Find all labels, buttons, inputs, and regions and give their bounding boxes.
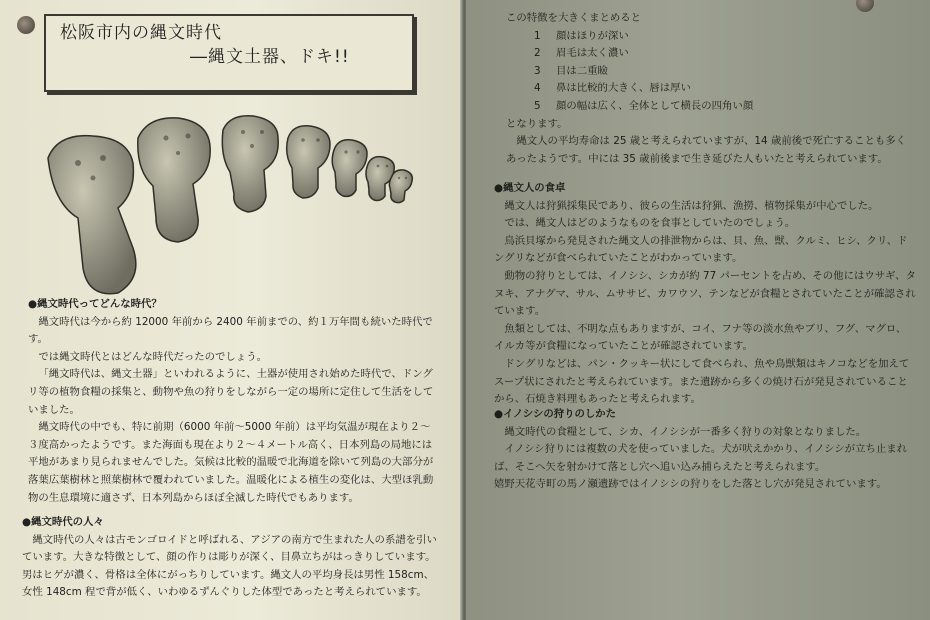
dogu-clay-figure-icon [38,108,428,298]
paragraph: 縄文時代は今から約 12000 年前から 2400 年前までの、約１万年間も続いた時代です。 [28,315,433,346]
page-subtitle: ―縄文土器、ドキ!! [190,47,350,67]
features-block [506,10,916,168]
section-heading: ●縄文時代ってどんな時代？ [28,298,162,310]
list-item: 5 顔の幅は広く、全体として横長の四角い顔 [534,99,754,112]
paragraph: 嬉野天花寺町の馬ノ瀬遺跡ではイノシシの狩りをした落とし穴が発見されています。 [494,478,887,491]
paragraph: では、縄文人はどのようなものを食事としていたのでしょう。 [504,217,796,230]
paragraph: イノシシ狩りには複数の犬を使っていました。犬が吠えかかり、イノシシが立ち止まれば、そこへ矢を射かけて落とし穴へ追い込み捕らえたと考えられます。 [494,443,908,473]
paragraph: 「縄文時代は、縄文土器」といわれるように、土器が使用され始めた時代で、ドングリ等の植物食糧の採集と、動物や魚の狩りをしながら一定の場所に定住して生活をしていました。 [28,368,434,416]
section-boar-hunt [494,406,916,494]
section-diet [494,180,916,409]
pushpin-icon [17,16,35,34]
section-heading: ●イノシシの狩りのしかた [494,408,617,420]
paragraph: 縄文時代の中でも、特に前期（6000 年前～5000 年前）は平均気温が現在より２～３度高かったようです。また海面も現在より２～４メートル高く、日本列島の局地には平地があまり見られませんでした。気候は比較的温暖で北海道を除いて列島の大部分が落葉広葉樹林と照葉樹林で覆われていました。温暖化による植生の変化は、大型ほ乳動物の生息環境に適さず、日本列島からほぼ全滅した時代でもあります。 [28,421,434,504]
list-item: 1 顔はほりが深い [534,29,629,42]
paragraph: 縄文人の平均寿命は 25 歳と考えられていますが、14 歳前後で死亡することも多くあったようです。中には 35 歳前後まで生き延びた人もいたと考えられています。 [506,135,907,165]
paragraph: 鳥浜貝塚から発見された縄文人の排泄物からは、貝、魚、獣、クルミ、ヒシ、クリ、ドングリなどが食べられていたことがわかっています。 [494,234,908,265]
left-page [0,0,462,620]
features-tail: となります。 [506,117,568,130]
paragraph: ドングリなどは、パン・クッキー状にして食べられ、魚や鳥獣類はキノコなどを加えてスープ状にされたと考えられています。また遺跡から多くの焼け石が発見されていることから、石焼き料理もあったと考えられます。 [494,357,910,406]
features-intro: この特徴を大きくまとめると [506,12,642,24]
list-item: 4 鼻は比較的大きく、唇は厚い [534,82,691,95]
section-heading: ●縄文時代の人々 [22,516,104,528]
page-title: 松阪市内の縄文時代 [60,23,222,43]
section-era [28,296,438,507]
section-people [22,514,438,602]
paragraph: 縄文人は狩猟採集民であり、彼らの生活は狩猟、漁撈、植物採集が中心でした。 [504,199,879,212]
paragraph: では縄文時代とはどんな時代だったのでしょう。 [38,350,267,363]
list-item: 3 目は二重瞼 [534,64,608,77]
paragraph: 縄文時代の人々は古モンゴロイドと呼ばれる、アジアの南方で生まれた人の系譜を引いています。大きな特徴として、顔の作りは彫りが深く、目鼻立ちがはっきりしています。男はヒゲが濃く、骨格は全体にがっちりしています。縄文人の平均身長は男性 158cm、女性 148cm 程で背が低く、いわゆるずんぐりした体型であったと考えられています。 [22,533,437,599]
list-item: 2 眉毛は太く濃い [534,47,629,60]
section-heading: ●縄文人の食卓 [494,182,566,194]
paragraph: 縄文時代の食糧として、シカ、イノシシが一番多く狩りの対象となりました。 [504,425,867,438]
paragraph: 動物の狩りとしては、イノシシ、シカが約 77 パーセントを占め、その他にはウサギ、タヌキ、アナグマ、サル、ムササビ、カワウソ、テンなどが食糧とされていたことが確認されています。 [494,269,916,318]
paragraph: 魚類としては、不明な点もありますが、コイ、フナ等の淡水魚やブリ、フグ、マグロ、イルカ等が食糧になっていたことが確認されています。 [494,322,907,353]
features-list [506,28,916,116]
right-page [466,0,930,620]
